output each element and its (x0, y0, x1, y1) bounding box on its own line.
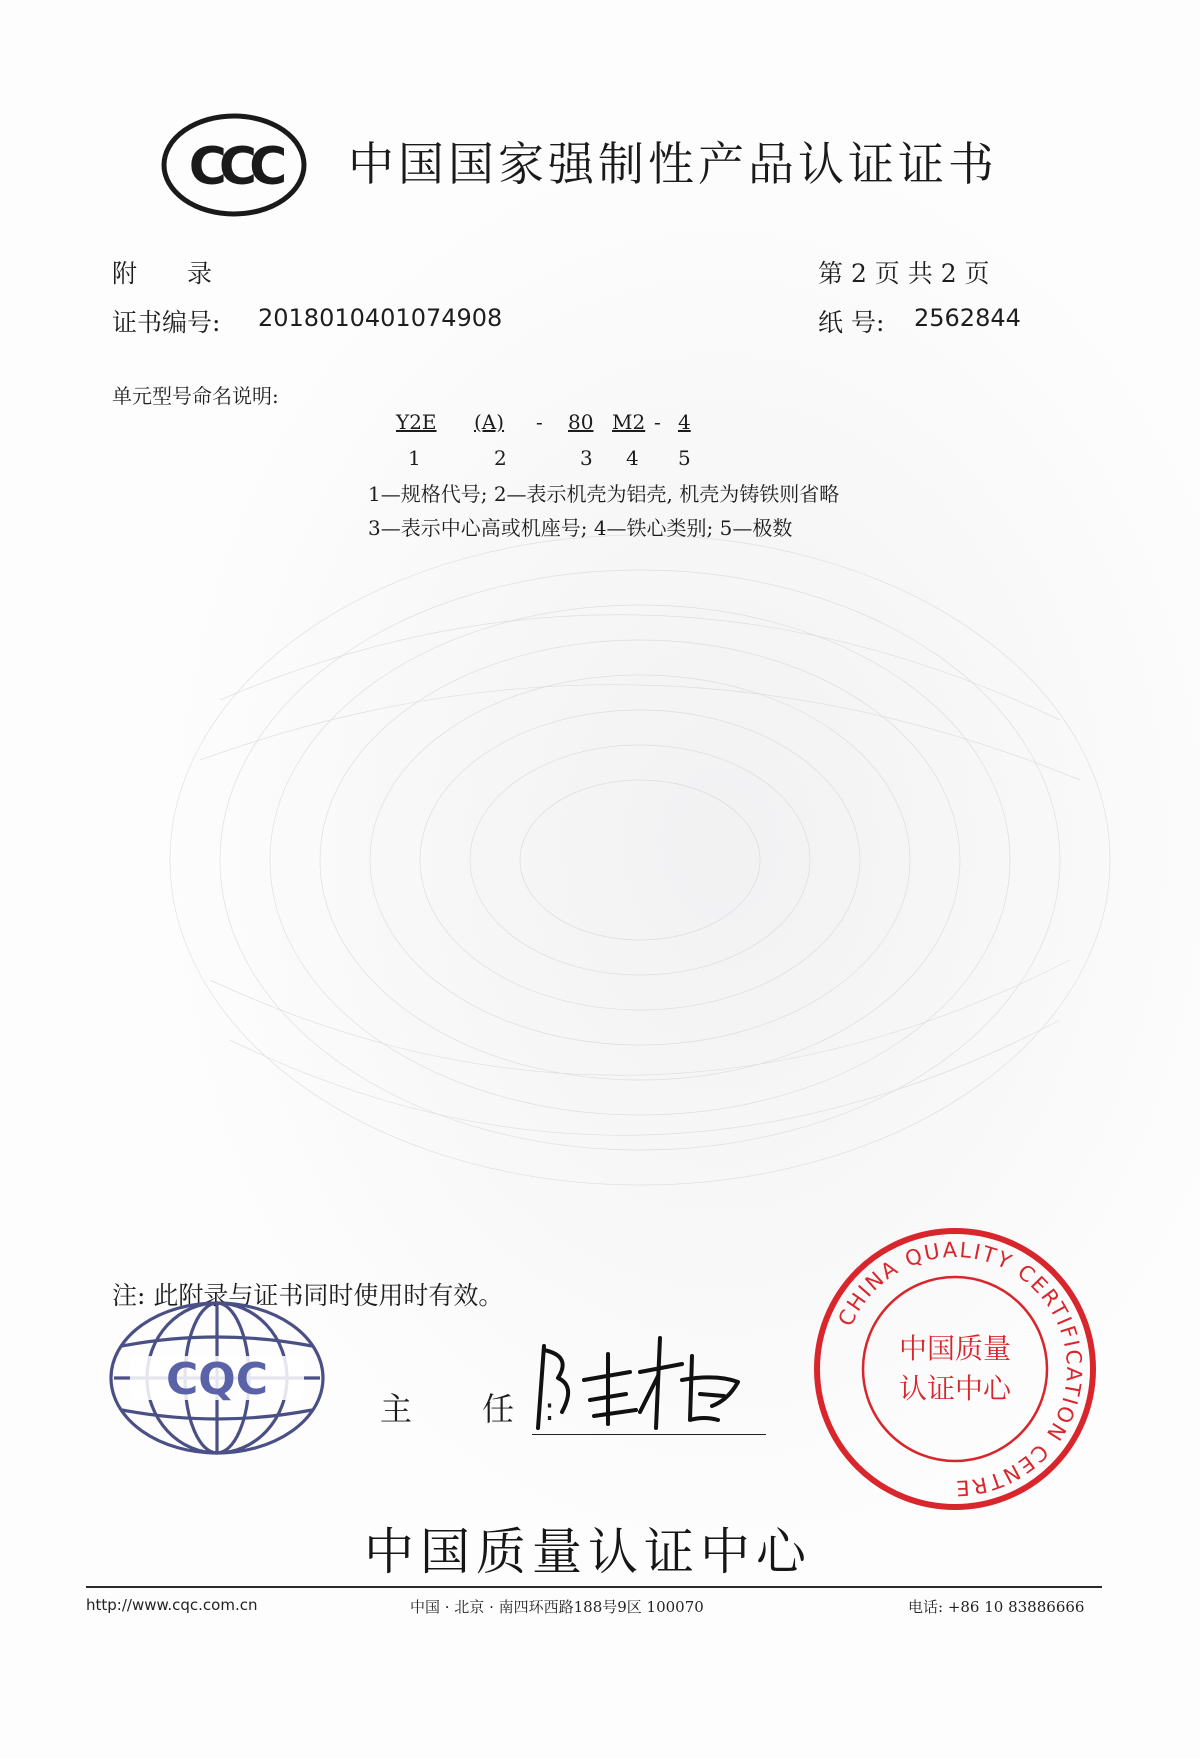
model-description-line-2: 3—表示中心高或机座号; 4—铁心类别; 5—极数 (368, 516, 793, 540)
director-signature (532, 1316, 752, 1436)
model-sep-1: - (536, 410, 543, 434)
director-label: 主 任: (380, 1390, 585, 1428)
validity-note: 注: 此附录与证书同时使用时有效。 (112, 1281, 504, 1310)
model-part-4: M2 (612, 410, 646, 434)
cert-no-value: 2018010401074908 (258, 304, 503, 332)
model-number-3: 3 (580, 446, 593, 470)
model-number-5: 5 (678, 446, 691, 470)
issuing-organization: 中国质量认证中心 (364, 1523, 812, 1581)
official-seal (810, 1224, 1100, 1514)
seal-inner-text: 中国质量认证中心 (898, 1332, 1011, 1405)
seal-outer-text: CHINA QUALITY CERTIFICATION CENTRE (833, 1237, 1087, 1501)
model-part-2: (A) (474, 410, 505, 434)
certificate-title: 中国国家强制性产品认证证书 (348, 137, 998, 191)
ccc-logo-text: CCC (188, 137, 280, 197)
model-number-2: 2 (494, 446, 507, 470)
model-description-line-1: 1—规格代号; 2—表示机壳为铝壳, 机壳为铸铁则省略 (368, 482, 840, 506)
paper-no-label: 纸 号: (818, 308, 885, 337)
appendix-label: 附 录 (112, 259, 213, 288)
model-part-3: 80 (568, 410, 594, 434)
page-info: 第 2 页 共 2 页 (818, 259, 990, 288)
footer-divider (86, 1586, 1102, 1588)
footer-phone: 电话: +86 10 83886666 (908, 1598, 1085, 1616)
footer-address: 中国 · 北京 · 南四环西路188号9区 100070 (410, 1598, 704, 1616)
paper-no-value: 2562844 (914, 304, 1021, 332)
footer-website: http://www.cqc.com.cn (86, 1596, 258, 1614)
model-sep-2: - (654, 410, 661, 434)
cqc-logo (106, 1298, 328, 1458)
model-naming-heading: 单元型号命名说明: (112, 384, 279, 408)
ccc-logo (160, 112, 308, 218)
model-number-4: 4 (626, 446, 639, 470)
signature-line (532, 1434, 766, 1435)
model-part-1: Y2E (396, 410, 437, 434)
model-number-1: 1 (408, 446, 421, 470)
cert-no-label: 证书编号: (112, 308, 221, 337)
cqc-logo-text: CQC (166, 1354, 268, 1405)
model-part-5: 4 (678, 410, 691, 434)
